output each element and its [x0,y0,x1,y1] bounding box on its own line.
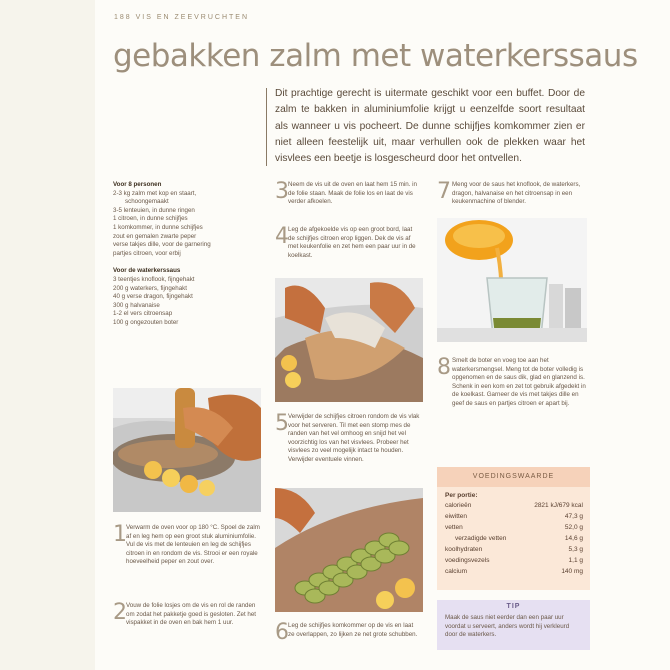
sauce-ingredient-item: 100 g ongezouten boter [113,318,179,326]
nutrition-value: 1,1 g [568,557,583,564]
ingredient-item: verse takjes dille, voor de garnering [113,241,211,249]
ingredient-item: 2-3 kg zalm met kop en staart, [113,189,197,197]
nutrition-value: 14,6 g [564,535,583,542]
tip-box [437,600,590,650]
sauce-ingredient-item: 300 g halvanaise [113,301,160,309]
nutrition-key: koolhydraten [445,546,483,553]
ingredient-item: schoongemaakt [125,198,169,206]
ingredients-heading: Voor 8 personen [113,181,162,188]
photo-removing-skin [275,278,423,402]
nutrition-key: calcium [445,568,468,575]
step-text: Leg de afgekoelde vis op een groot bord, laat de schijfjes citroen erop liggen. Dek de vis af met keukenfolie en zet hem een paar uur in de koelkast. [288,226,416,259]
step-text: Verwijder de schijfjes citroen rondom de vis vlak voor het serveren. Til met een stomp mes de randen van het vel omhoog en snijd het vel voorzichtig los van het visvlees. Probeer het visvlees zo veel mogelijk intact te houden. Verwijder eventuele vinnen. [288,413,420,463]
step-text: Verwarm de oven voor op 180 °C. Spoel de zalm af en leg hem op een groot stuk aluminiumfolie. Vul de vis met de lenteuien en leg de schijfjes citroen in en rondom de vis. Strooi er een royale hoeveelheid peper en zout over. [126,524,260,566]
nutrition-value: 2821 kJ/679 kcal [534,502,583,509]
step-number: 4 [275,224,289,249]
step-text: Meng voor de saus het knoflook, de waterkers, dragon, halvanaise en het citroensap in een keukenmachine of blender. [452,181,581,206]
ingredient-item: partjes citroen, voor erbij [113,249,181,257]
ingredient-item: 1 komkommer, in dunne schijfjes [113,223,203,231]
step-number: 2 [113,600,127,625]
ingredient-item: zout en gemalen zwarte peper [113,232,197,240]
nutrition-key: calorieën [445,502,472,509]
nutrition-value: 5,3 g [568,546,583,553]
ingredients-list [113,181,263,328]
sauce-ingredient-item: 40 g verse dragon, fijngehakt [113,293,193,301]
step-number: 8 [437,355,451,380]
photo-salmon-in-foil [113,388,261,512]
sauce-ingredient-item: 3 teentjes knoflook, fijngehakt [113,275,195,283]
step-text: Vouw de folie losjes om de vis en rol de randen om zodat het pakketje goed is gesloten. Zet het vispakket in de oven en bak hem 1 uur. [126,602,257,627]
sauce-heading: Voor de waterkerssaus [113,267,181,275]
intro-rule [266,88,267,166]
nutrition-box [437,467,590,590]
page-title: gebakken zalm met waterkerssaus [113,38,638,74]
nutrition-heading: VOEDINGSWAARDE [437,467,590,487]
sauce-ingredient-item: 200 g waterkers, fijngehakt [113,284,187,292]
nutrition-value: 52,0 g [564,524,583,531]
intro-text: Dit prachtige gerecht is uitermate geschikt voor een buffet. Door de zalm te bakken in aluminiumfolie krijgt u eenzelfde soort resultaat als wanneer u vis pocheert. De dunne schijfjes komkommer zien er niet alleen feestelijk uit, maar verhullen ook de plekken waar het visvlees een beetje is losgescheurd door het ontvellen. [275,88,585,165]
nutrition-key: voedingsvezels [445,557,490,564]
photo-blender-butter [437,218,587,342]
running-head: 188 VIS EN ZEEVRUCHTEN [114,14,250,21]
page-left-margin [0,0,95,670]
tip-heading: TIP [506,603,521,610]
ingredient-item: 1 citroen, in dunne schijfjes [113,215,188,223]
step-text: Neem de vis uit de oven en laat hem 15 min. in de folie staan. Maak de folie los en laat de vis verder afkoelen. [288,181,417,206]
step-text: Smelt de boter en voeg toe aan het waterkersmengsel. Meng tot de boter volledig is opgenomen en de saus dik, glad en glanzend is. Schenk in een kom en zet tot gebruik afgedekt in de koelkast. Garneer de vis met takjes dille en geef de saus en partjes citroen er apart bij. [452,357,586,407]
nutrition-key: vetten [445,524,463,531]
ingredient-item: 3-5 lenteuien, in dunne ringen [113,206,195,214]
sauce-ingredient-item: 1-2 el vers citroensap [113,310,173,318]
photo-cucumber-scales [275,488,423,612]
step-number: 3 [275,179,289,204]
step-number: 1 [113,522,127,547]
step-number: 6 [275,620,289,645]
nutrition-value: 47,3 g [564,513,583,520]
nutrition-value: 140 mg [561,568,583,575]
tip-text: Maak de saus niet eerder dan een paar uur voordat u serveert, anders wordt hij verkleurd door de waterkers. [445,614,570,639]
step-number: 5 [275,411,289,436]
nutrition-key: verzadigde vetten [455,535,507,542]
step-number: 7 [437,179,451,204]
nutrition-per-portion: Per portie: [445,492,478,499]
step-text: Leg de schijfjes komkommer op de vis en laat ze overlappen, zo lijken ze net grote schubben. [288,622,418,638]
nutrition-key: eiwitten [445,513,468,520]
